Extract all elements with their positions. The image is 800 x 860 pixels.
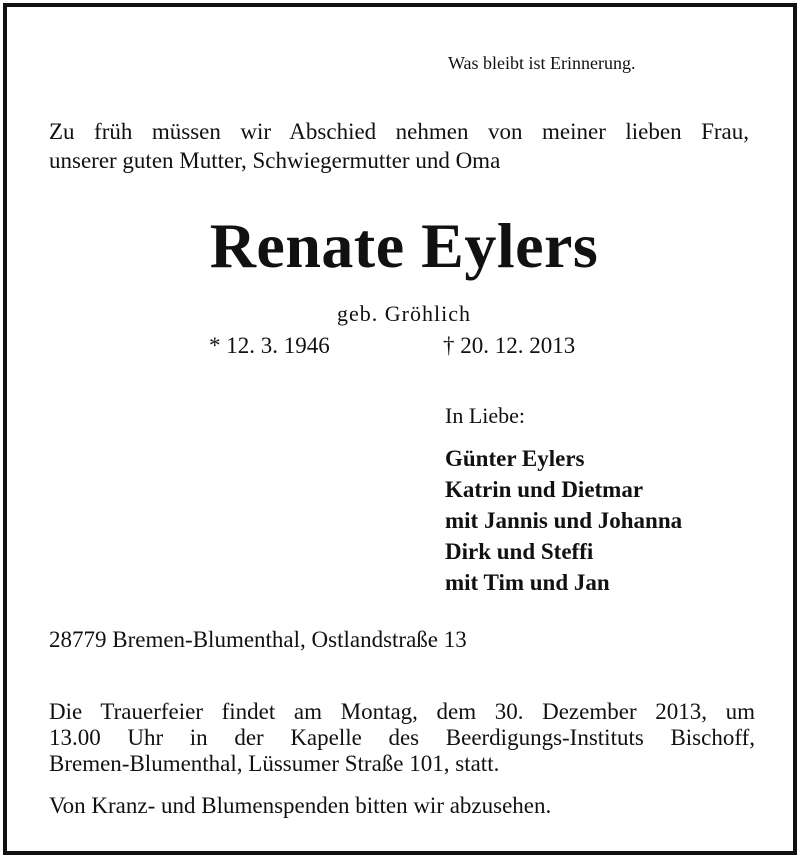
family-address: 28779 Bremen-Blumenthal, Ostlandstraße 13 — [49, 627, 467, 652]
in-love-label: In Liebe: — [445, 403, 526, 428]
ceremony-line-1: Die Trauerfeier findet am Montag, dem 30. Dezember 2013, um — [49, 699, 755, 724]
flowers-note: Von Kranz- und Blumenspenden bitten wir abzusehen. — [49, 793, 552, 818]
intro-line-1 — [49, 117, 749, 146]
mourner-item: mit Jannis und Johanna — [445, 508, 683, 533]
deceased-name: Renate Eylers — [209, 210, 599, 281]
death-date: † 20. 12. 2013 — [443, 333, 576, 358]
intro-line-1-text: Zu früh müssen wir Abschied nehmen von meiner lieben Frau, — [49, 119, 749, 144]
ceremony-line-2: 13.00 Uhr in der Kapelle des Beerdigungs-Instituts Bischoff, — [49, 725, 755, 750]
birth-date: * 12. 3. 1946 — [209, 333, 330, 358]
mourner-item: Günter Eylers — [445, 446, 585, 471]
mourners-list — [445, 443, 682, 598]
intro-text — [49, 117, 749, 175]
mourner-item: mit Tim und Jan — [445, 570, 610, 595]
mourner-item: Dirk und Steffi — [445, 539, 594, 564]
mourner-item: Katrin und Dietmar — [445, 477, 644, 502]
ceremony-line-3: Bremen-Blumenthal, Lüssumer Straße 101, statt. — [49, 751, 500, 776]
ceremony-text — [49, 699, 755, 777]
motto: Was bleibt ist Erinnerung. — [448, 53, 636, 73]
birth-name: geb. Gröhlich — [337, 301, 471, 326]
intro-line-2: unserer guten Mutter, Schwiegermutter und Oma — [49, 148, 501, 173]
obituary-notice — [3, 3, 797, 855]
